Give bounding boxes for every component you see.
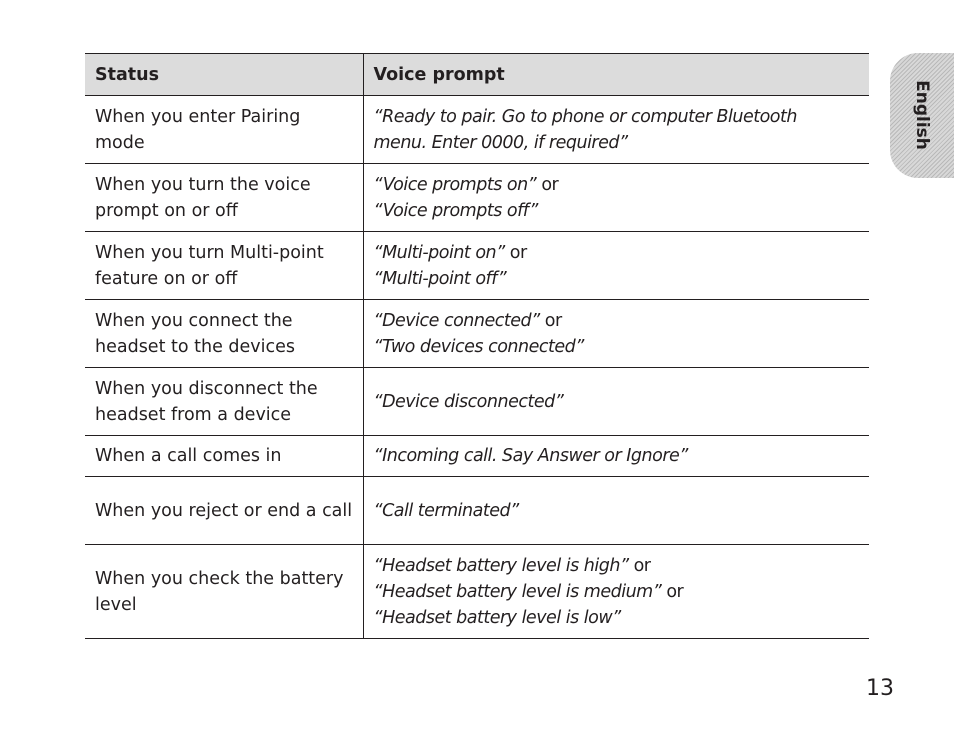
- prompt-line: [374, 130, 860, 156]
- table-row: [85, 96, 869, 164]
- page-number: 13: [866, 676, 894, 701]
- prompt-quote: “Two devices connected”: [373, 336, 584, 357]
- prompt-suffix: or: [504, 242, 527, 263]
- status-cell: When you disconnect the headset from a device: [85, 368, 363, 436]
- voice-prompt-cell: [363, 300, 869, 368]
- prompt-suffix: or: [539, 310, 562, 331]
- table-row: [85, 368, 869, 436]
- status-cell: When a call comes in: [85, 436, 363, 477]
- table-row: [85, 477, 869, 545]
- table-header-row: [85, 54, 869, 96]
- prompt-line: [374, 334, 860, 360]
- prompt-suffix: or: [628, 555, 651, 576]
- prompt-line: [374, 240, 860, 266]
- prompt-suffix: or: [661, 581, 684, 602]
- voice-prompt-cell: [363, 96, 869, 164]
- voice-prompt-cell: [363, 164, 869, 232]
- voice-prompt-cell: [363, 232, 869, 300]
- status-cell: When you enter Pairing mode: [85, 96, 363, 164]
- prompt-line: [374, 308, 860, 334]
- status-column-header: Status: [85, 54, 363, 96]
- prompt-quote: “Headset battery level is low”: [373, 607, 621, 628]
- voice-prompt-cell: [363, 368, 869, 436]
- prompt-line: [374, 605, 860, 631]
- prompt-line: [374, 553, 860, 579]
- table-row: [85, 436, 869, 477]
- prompt-quote: “Voice prompts on”: [373, 174, 537, 195]
- prompt-quote: “Multi-point off”: [373, 268, 507, 289]
- prompt-line: [374, 266, 860, 292]
- prompt-suffix: or: [536, 174, 559, 195]
- status-cell: When you connect the headset to the devices: [85, 300, 363, 368]
- prompt-quote: “Device disconnected”: [373, 391, 564, 412]
- table-row: [85, 164, 869, 232]
- language-side-tab: [890, 53, 954, 178]
- voice-prompt-cell: [363, 545, 869, 639]
- voice-prompt-cell: [363, 477, 869, 545]
- prompt-line: [374, 498, 860, 524]
- prompt-line: [374, 443, 860, 469]
- prompt-line: [374, 198, 860, 224]
- voice-prompt-cell: [363, 436, 869, 477]
- prompt-quote: “Incoming call. Say Answer or Ignore”: [373, 446, 688, 466]
- table-row: [85, 300, 869, 368]
- status-cell: When you turn Multi-point feature on or off: [85, 232, 363, 300]
- language-tab-label: English: [912, 80, 932, 150]
- prompt-line: [374, 579, 860, 605]
- prompt-quote: menu. Enter 0000, if required”: [373, 132, 628, 153]
- prompt-quote: “Headset battery level is high”: [373, 555, 629, 576]
- prompt-quote: “Call terminated”: [373, 500, 519, 521]
- table-row: [85, 232, 869, 300]
- prompt-quote: “Headset battery level is medium”: [373, 581, 662, 602]
- prompt-quote: “Multi-point on”: [373, 242, 505, 263]
- status-cell: When you check the battery level: [85, 545, 363, 639]
- prompt-quote: “Device connected”: [373, 310, 540, 331]
- prompt-quote: “Voice prompts off”: [373, 200, 538, 221]
- prompt-line: [374, 389, 860, 415]
- prompt-line: [374, 104, 860, 130]
- prompt-line: [374, 172, 860, 198]
- status-cell: When you turn the voice prompt on or off: [85, 164, 363, 232]
- status-cell: When you reject or end a call: [85, 477, 363, 545]
- voice-prompt-column-header: Voice prompt: [363, 54, 869, 96]
- prompt-quote: “Ready to pair. Go to phone or computer Bluetooth: [373, 106, 797, 127]
- voice-prompt-table: [85, 53, 869, 639]
- table-row: [85, 545, 869, 639]
